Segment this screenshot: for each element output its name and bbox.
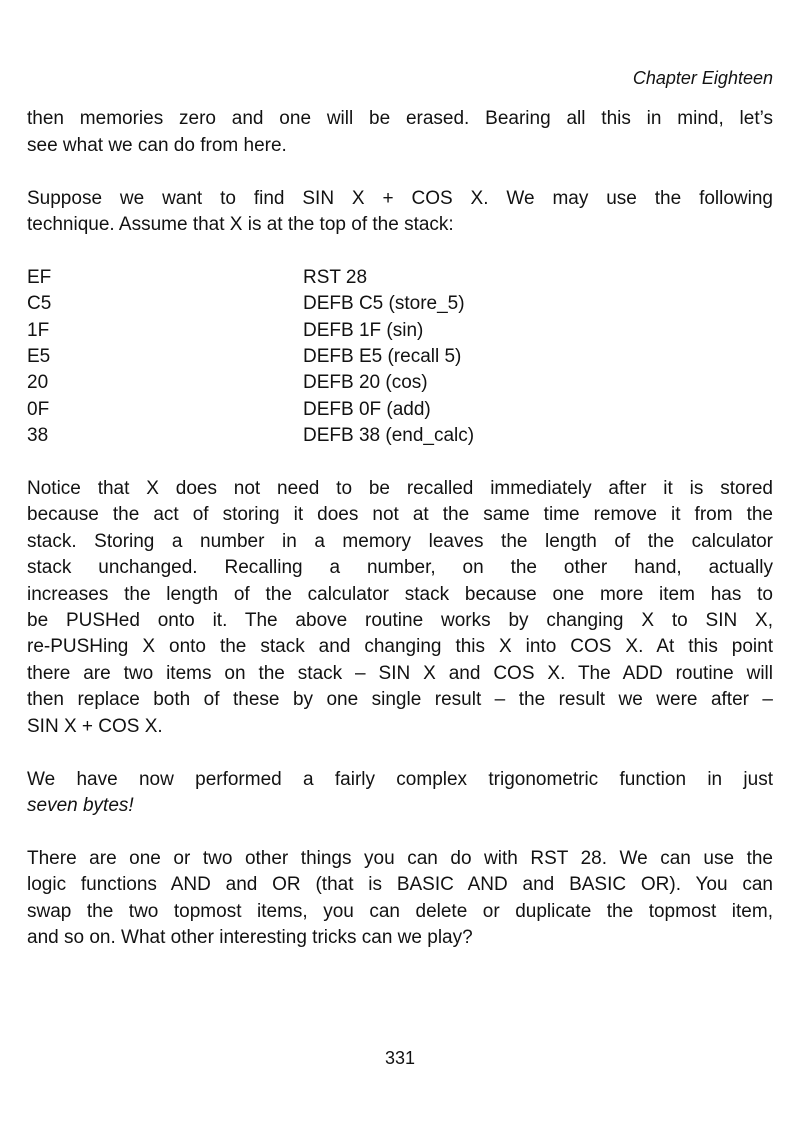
text-line: stack. Storing a number in a memory leaves the length of the calculator bbox=[27, 530, 773, 552]
text-line: SIN X + COS X. bbox=[27, 715, 163, 737]
paragraph-seven-bytes bbox=[27, 767, 773, 820]
instruction: DEFB C5 (store_5) bbox=[303, 293, 465, 315]
text-line: stack unchanged. Recalling a number, on the other hand, actually bbox=[27, 557, 773, 579]
opcode-byte: C5 bbox=[27, 293, 52, 315]
text-line: There are one or two other things you can do with RST 28. We can use the bbox=[27, 847, 773, 869]
instruction: DEFB 20 (cos) bbox=[303, 372, 428, 394]
assembly-listing bbox=[27, 265, 773, 450]
opcode-byte: 38 bbox=[27, 425, 49, 447]
paragraph-suppose bbox=[27, 186, 773, 239]
text-line: see what we can do from here. bbox=[27, 134, 287, 156]
code-row bbox=[27, 318, 773, 344]
code-row bbox=[27, 370, 773, 396]
text-line: re-PUSHing X onto the stack and changing this X into COS X. At this point bbox=[27, 636, 773, 658]
opcode-byte: 0F bbox=[27, 398, 50, 420]
text-line: and so on. What other interesting tricks can we play? bbox=[27, 926, 473, 948]
instruction: RST 28 bbox=[303, 266, 368, 288]
opcode-byte: EF bbox=[27, 266, 52, 288]
opcode-byte: 1F bbox=[27, 319, 50, 341]
page-number: 331 bbox=[384, 1048, 416, 1069]
paragraph-intro bbox=[27, 106, 773, 159]
opcode-byte: 20 bbox=[27, 372, 49, 394]
instruction: DEFB 38 (end_calc) bbox=[303, 425, 475, 447]
text-line: Suppose we want to find SIN X + COS X. We may use the following bbox=[27, 187, 773, 209]
code-row bbox=[27, 265, 773, 291]
code-row bbox=[27, 423, 773, 449]
code-row bbox=[27, 344, 773, 370]
code-row bbox=[27, 291, 773, 317]
opcode-byte: E5 bbox=[27, 346, 51, 368]
instruction: DEFB E5 (recall 5) bbox=[303, 346, 462, 368]
paragraph-notice bbox=[27, 476, 773, 740]
instruction: DEFB 0F (add) bbox=[303, 398, 431, 420]
text-line: Notice that X does not need to be recalled immediately after it is stored bbox=[27, 478, 773, 500]
text-line: We have now performed a fairly complex trigonometric function in just bbox=[27, 768, 773, 790]
text-line: be PUSHed onto it. The above routine works by changing X to SIN X, bbox=[27, 610, 773, 632]
text-line: then memories zero and one will be erased. Bearing all this in mind, let’s bbox=[27, 108, 773, 130]
text-line: then replace both of these by one single result – the result we were after – bbox=[27, 689, 773, 711]
instruction: DEFB 1F (sin) bbox=[303, 319, 424, 341]
code-row bbox=[27, 397, 773, 423]
text-line: increases the length of the calculator stack because one more item has to bbox=[27, 583, 773, 605]
text-line-italic: seven bytes! bbox=[27, 794, 134, 816]
text-line: swap the two topmost items, you can delete or duplicate the topmost item, bbox=[27, 900, 773, 922]
text-line: there are two items on the stack – SIN X and COS X. The ADD routine will bbox=[27, 662, 773, 684]
chapter-header: Chapter Eighteen bbox=[632, 68, 773, 88]
text-line: logic functions AND and OR (that is BASIC AND and BASIC OR). You can bbox=[27, 874, 773, 896]
paragraph-other-things bbox=[27, 846, 773, 952]
text-line: technique. Assume that X is at the top of the stack: bbox=[27, 214, 454, 236]
text-line: because the act of storing it does not at the same time remove it from the bbox=[27, 504, 773, 526]
